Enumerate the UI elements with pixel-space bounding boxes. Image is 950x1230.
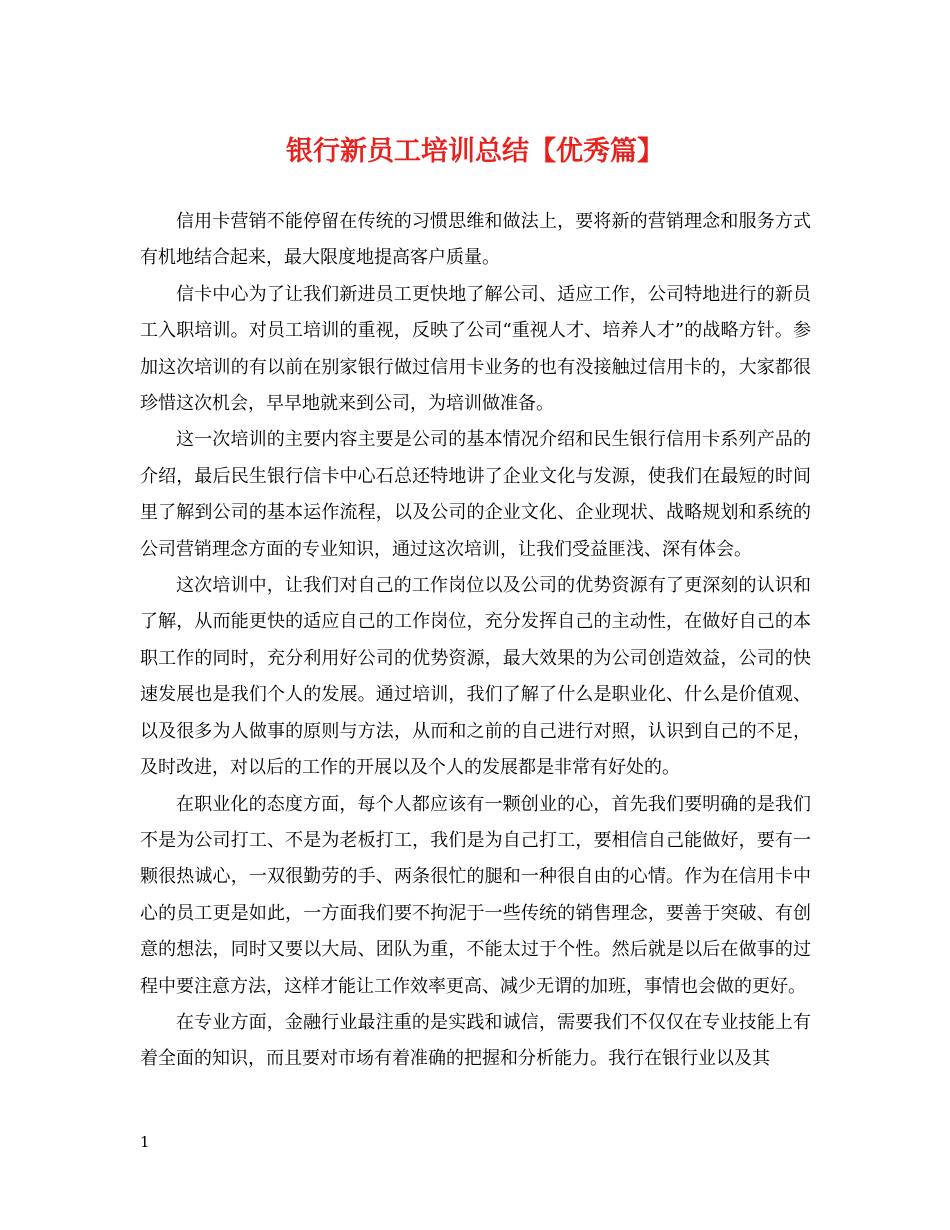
document-body <box>140 204 811 1078</box>
paragraph: 信用卡营销不能停留在传统的习惯思维和做法上，要将新的营销理念和服务方式有机地结合起来，最大限度地提高客户质量。 <box>140 211 811 269</box>
paragraph: 在职业化的态度方面，每个人都应该有一颗创业的心，首先我们要明确的是我们不是为公司打工、不是为老板打工，我们是为自己打工，要相信自己能做好，要有一颗很热诚心，一双很勤劳的手、两条很忙的腿和一种很自由的心情。作为在信用卡中心的员工更是如此，一方面我们要不拘泥于一些传统的销售理念，要善于突破、有创意的想法，同时又要以大局、团队为重，不能太过于个性。然后就是以后在做事的过程中要注意方法，这样才能让工作效率更高、减少无谓的加班，事情也会做的更好。 <box>140 793 811 997</box>
paragraph: 在专业方面，金融行业最注重的是实践和诚信，需要我们不仅仅在专业技能上有着全面的知识，而且要对市场有着准确的把握和分析能力。我行在银行业以及其 <box>140 1011 811 1070</box>
paragraph: 这次培训中，让我们对自己的工作岗位以及公司的优势资源有了更深刻的认识和了解，从而能更快的适应自己的工作岗位，充分发挥自己的主动性，在做好自己的本职工作的同时，充分利用好公司的优势资源，最大效果的为公司创造效益，公司的快速发展也是我们个人的发展。通过培训，我们了解了什么是职业化、什么是价值观、以及很多为人做事的原则与方法，从而和之前的自己进行对照，认识到自己的不足，及时改进，对以后的工作的开展以及个人的发展都是非常有好处的。 <box>140 575 811 779</box>
document-title: 银行新员工培训总结【优秀篇】 <box>286 136 664 167</box>
page-number: 1 <box>140 1133 150 1151</box>
paragraph: 信卡中心为了让我们新进员工更快地了解公司、适应工作，公司特地进行的新员工入职培训。对员工培训的重视，反映了公司“重视人才、培养人才”的战略方针。参加这次培训的有以前在别家银行做过信用卡业务的也有没接触过信用卡的，大家都很珍惜这次机会，早早地就来到公司，为培训做准备。 <box>140 283 811 415</box>
paragraph: 这一次培训的主要内容主要是公司的基本情况介绍和民生银行信用卡系列产品的介绍，最后民生银行信卡中心石总还特地讲了企业文化与发源，使我们在最短的时间里了解到公司的基本运作流程，以及公司的企业文化、企业现状、战略规划和系统的公司营销理念方面的专业知识，通过这次培训，让我们受益匪浅、深有体会。 <box>140 429 811 560</box>
